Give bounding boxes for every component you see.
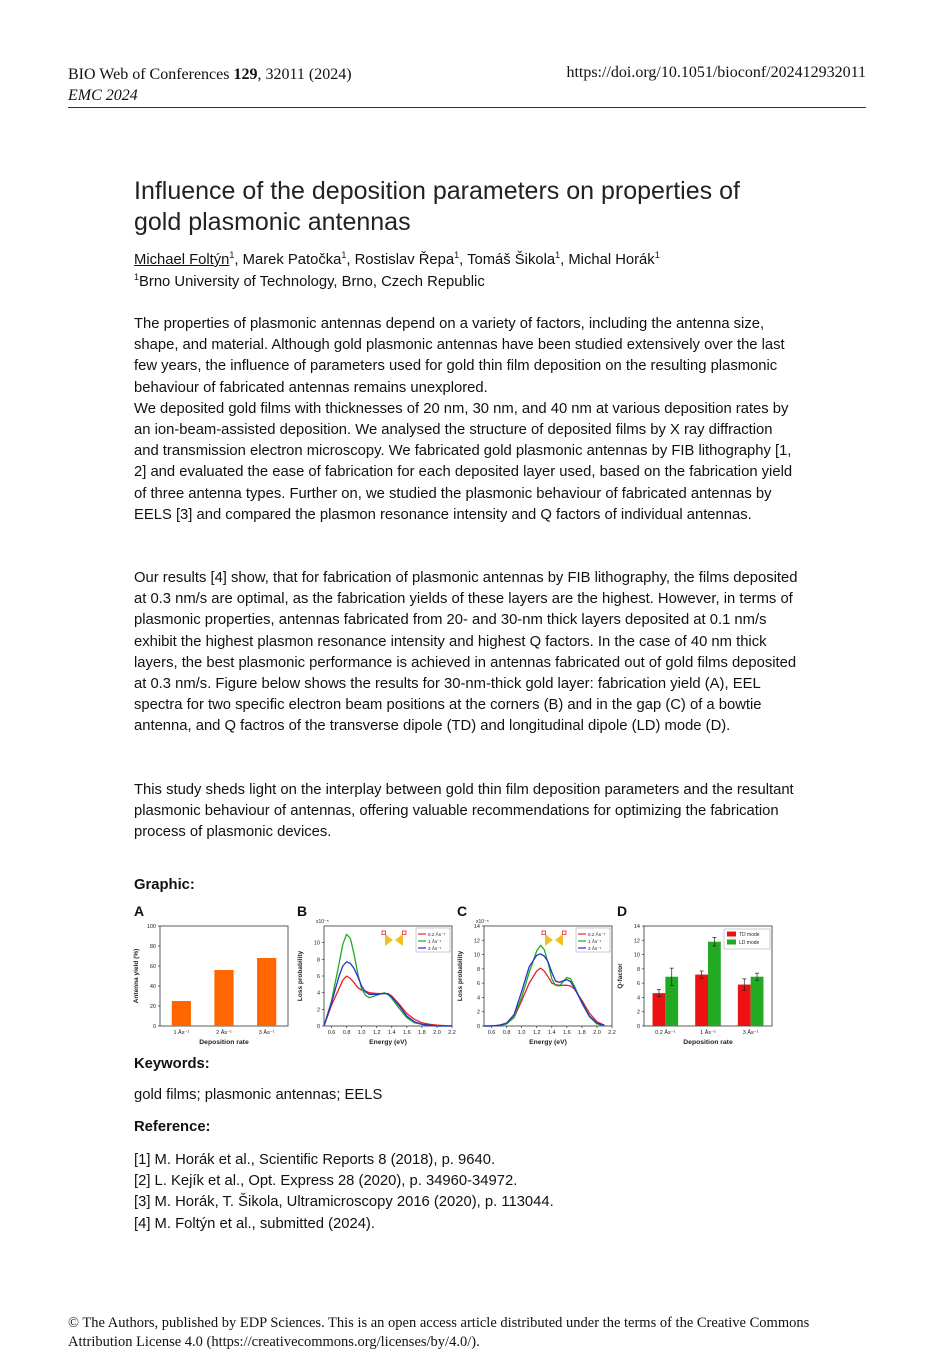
abstract-paragraph: Our results [4] show, that for fabrication of plasmonic antennas by FIB lithography, the films deposited at 0.3 nm/s are optimal, as the fabrication yields of these layers are the highest. However, in terms of plasmonic properties, antennas fabricated from 20- and 30-nm thick layers deposited at 0.1 nm/s exhibit the highest plasmon resonance intensity and highest Q factors. In the case of 40 nm thick layers, the best plasmonic performance is achieved in antennas fabricated out of gold films deposited at 0.3 nm/s. Figure below shows the results for 30-nm-thick gold layer: fabrication yield (A), EEL spectra for two specific electron beam positions at the corners (B) and in the gap (C) of a bowtie antenna, and Q factros of the transverse dipole (TD) and longitudinal dipole (LD) mode (D). (134, 570, 798, 735)
y-tick-label: 2 (476, 1009, 480, 1016)
reference-item: [3] M. Horák, T. Šikola, Ultramicroscopy 2016 (2020), p. 113044. (134, 1194, 554, 1211)
author-name: Rostislav Řepa (354, 251, 455, 268)
y-tick-label: 20 (149, 1004, 156, 1010)
x-tick-label: 2.0 (433, 1030, 441, 1036)
y-tick-label: 4 (636, 995, 640, 1002)
journal-citation: BIO Web of Conferences 129, 32011 (2024) (68, 66, 352, 83)
author-list: Michael Foltýn$^1$, Marek Patočka$^1$, Rostislav Řepa$^1$, Tomáš Šikola$^1$, Michal Horák$^1$ (134, 250, 660, 268)
bar (653, 993, 666, 1026)
x-tick-label: 1.6 (562, 1030, 571, 1036)
bar (214, 970, 233, 1026)
x-axis-label: Deposition rate (199, 1039, 249, 1046)
abstract-intro (134, 314, 799, 526)
references-heading: Reference: (134, 1119, 211, 1135)
y-tick-label: 12 (633, 938, 640, 945)
beam-position-marker (382, 931, 386, 935)
y-axis-label: Loss probability (457, 950, 464, 1002)
y-tick-label: 6 (636, 981, 640, 988)
y-tick-label: 0 (152, 1024, 156, 1030)
journal-volume: 129 (233, 66, 258, 83)
x-tick-label: 0.2 Ås⁻¹ (655, 1030, 676, 1036)
bar (172, 1001, 191, 1026)
beam-position-marker (403, 931, 407, 935)
chart-eels-corner (294, 912, 459, 1048)
bar (695, 975, 708, 1026)
reference-list (134, 1150, 554, 1235)
panel-letter-c: C (457, 903, 468, 919)
legend-label: 0.2 Ås⁻¹ (428, 932, 445, 937)
bar (738, 985, 751, 1026)
legend-label: LD mode (739, 940, 760, 946)
x-tick-label: 1.0 (517, 1030, 526, 1036)
bowtie-icon (385, 934, 393, 946)
legend-label: 3 Ås⁻¹ (428, 946, 442, 951)
license-footer: © The Authors, published by EDP Sciences. This is an open access article distributed under the terms of the Creative Commons Attribution License 4.0 (https://creativecommons.org/licenses/by/4.0/). (68, 1315, 810, 1350)
legend-swatch (727, 940, 736, 945)
bowtie-icon (395, 934, 403, 946)
y-tick-label: 6 (316, 974, 320, 980)
x-tick-label: 0.8 (502, 1030, 511, 1036)
conference-name: EMC 2024 (68, 87, 138, 104)
x-tick-label: 0.8 (342, 1030, 351, 1036)
abstract-paragraph: The properties of plasmonic antennas depend on a variety of factors, including the antenna size, shape, and material. Although gold plasmonic antennas have been studied extensively over the last few years, the influence of parameters used for gold thin film deposition on the resulting plasmonic behaviour of fabricated antennas remains unexplored. (134, 316, 785, 396)
panel-letter-d: D (617, 903, 628, 919)
author-name: Michael Foltýn (134, 251, 230, 268)
bowtie-icon (555, 934, 563, 946)
paper-title: Influence of the deposition parameters on properties of gold plasmonic antennas (134, 177, 740, 236)
x-tick-label: 1.6 (402, 1030, 411, 1036)
graphic-heading: Graphic: (134, 877, 195, 893)
y-tick-label: 14 (473, 924, 480, 930)
chart-eels-gap (454, 912, 619, 1048)
y-tick-label: 40 (149, 984, 156, 990)
y-tick-label: 2 (316, 1007, 320, 1014)
y-axis-label: Loss probability (297, 950, 304, 1002)
series-line (484, 968, 605, 1026)
y-tick-label: 0 (316, 1024, 320, 1030)
beam-position-marker (542, 931, 546, 935)
legend-label: 0.2 Ås⁻¹ (588, 932, 605, 937)
y-tick-label: 0 (476, 1024, 480, 1030)
y-scale-label: x10⁻⁵ (316, 919, 329, 925)
keywords-text: gold films; plasmonic antennas; EELS (134, 1087, 383, 1103)
x-tick-label: 1.4 (547, 1030, 556, 1036)
x-tick-label: 1 Ås⁻¹ (173, 1030, 190, 1036)
y-tick-label: 14 (633, 924, 640, 930)
y-tick-label: 2 (636, 1009, 640, 1016)
panel-letter-a: A (134, 903, 145, 919)
bar (708, 942, 721, 1026)
beam-position-marker (563, 931, 567, 935)
x-tick-label: 2 Ås⁻¹ (216, 1030, 232, 1036)
x-tick-label: 1.8 (578, 1030, 586, 1036)
y-tick-label: 8 (476, 966, 480, 973)
y-tick-label: 10 (633, 952, 640, 959)
chart-q-factor (614, 912, 779, 1048)
series-line (484, 954, 605, 1026)
y-tick-label: 60 (149, 964, 156, 970)
x-tick-label: 2.2 (448, 1030, 456, 1036)
legend-label: TD mode (739, 932, 760, 938)
x-tick-label: 1.0 (357, 1030, 366, 1036)
reference-item: [2] L. Kejík et al., Opt. Express 28 (2020), p. 34960-34972. (134, 1173, 518, 1190)
x-tick-label: 1.8 (418, 1030, 426, 1036)
y-tick-label: 12 (473, 938, 480, 945)
journal-header (68, 64, 352, 106)
y-axis-label: Antenna yield (%) (133, 948, 140, 1004)
author-name: Marek Patočka (242, 251, 342, 268)
keywords-heading: Keywords: (134, 1056, 210, 1072)
abstract-paragraph: This study sheds light on the interplay between gold thin film deposition parameters and the resultant plasmonic behaviour of antennas, offering valuable recommendations for optimizing the fabrication process of plasmonic devices. (134, 782, 794, 841)
legend-label: 3 Ås⁻¹ (588, 946, 602, 951)
reference-item: [4] M. Foltýn et al., submitted (2024). (134, 1215, 375, 1232)
author-name: Michal Horák (568, 251, 655, 268)
y-tick-label: 6 (476, 981, 480, 988)
x-tick-label: 2.0 (593, 1030, 601, 1036)
y-tick-label: 4 (316, 990, 320, 997)
x-axis-label: Energy (eV) (369, 1039, 407, 1046)
y-tick-label: 100 (146, 924, 156, 930)
y-tick-label: 10 (473, 952, 480, 959)
abstract-paragraph: We deposited gold films with thicknesses of 20 nm, 30 nm, and 40 nm at various deposition rates by an ion-beam-assisted deposition. We analysed the structure of deposited films by X ray diffraction and transmission electron microscopy. We fabricated gold plasmonic antennas by FIB lithography [1, 2] and evaluated the ease of fabrication for each deposited layer used, based on the fabrication yield of three antenna types. Further on, we studied the plasmonic behaviour of fabricated antennas by EELS [3] and compared the plasmon resonance intensity and Q factors of individual antennas. (134, 400, 793, 523)
y-tick-label: 10 (313, 940, 320, 947)
x-tick-label: 1 Ås⁻¹ (700, 1030, 716, 1036)
y-tick-label: 8 (636, 966, 640, 973)
affiliation: $^1$Brno University of Technology, Brno, Czech Republic (134, 272, 485, 290)
legend-swatch (727, 932, 736, 937)
bar (257, 958, 276, 1026)
x-axis-label: Deposition rate (683, 1039, 733, 1046)
y-tick-label: 80 (149, 944, 156, 950)
doi-link[interactable]: https://doi.org/10.1051/bioconf/202412932011 (566, 64, 866, 81)
y-tick-label: 0 (636, 1024, 640, 1030)
y-tick-label: 8 (316, 957, 320, 964)
bowtie-icon (545, 934, 553, 946)
x-axis-label: Energy (eV) (529, 1039, 567, 1046)
x-tick-label: 3 Ås⁻¹ (742, 1030, 759, 1036)
y-scale-label: x10⁻⁵ (476, 919, 489, 925)
series-line (484, 945, 605, 1026)
y-tick-label: 4 (476, 995, 480, 1002)
bar (751, 977, 764, 1026)
x-tick-label: 1.2 (532, 1030, 541, 1036)
x-tick-label: 1.2 (372, 1030, 381, 1036)
header-divider (68, 107, 866, 108)
x-tick-label: 2.2 (608, 1030, 616, 1036)
legend-label: 1 Ås⁻¹ (428, 939, 442, 944)
panel-letter-b: B (297, 903, 308, 919)
reference-item: [1] M. Horák et al., Scientific Reports 8 (2018), p. 9640. (134, 1152, 496, 1168)
x-tick-label: 0.6 (327, 1030, 336, 1036)
series-line (324, 976, 452, 1026)
chart-antenna-yield (130, 912, 295, 1048)
legend-label: 1 Ås⁻¹ (588, 939, 602, 944)
x-tick-label: 1.4 (387, 1030, 396, 1036)
author-name: Tomáš Šikola (467, 251, 556, 268)
series-line (324, 962, 452, 1026)
x-tick-label: 3 Ås⁻¹ (258, 1030, 275, 1036)
x-tick-label: 0.6 (487, 1030, 496, 1036)
y-axis-label: Q-factor (617, 963, 624, 989)
